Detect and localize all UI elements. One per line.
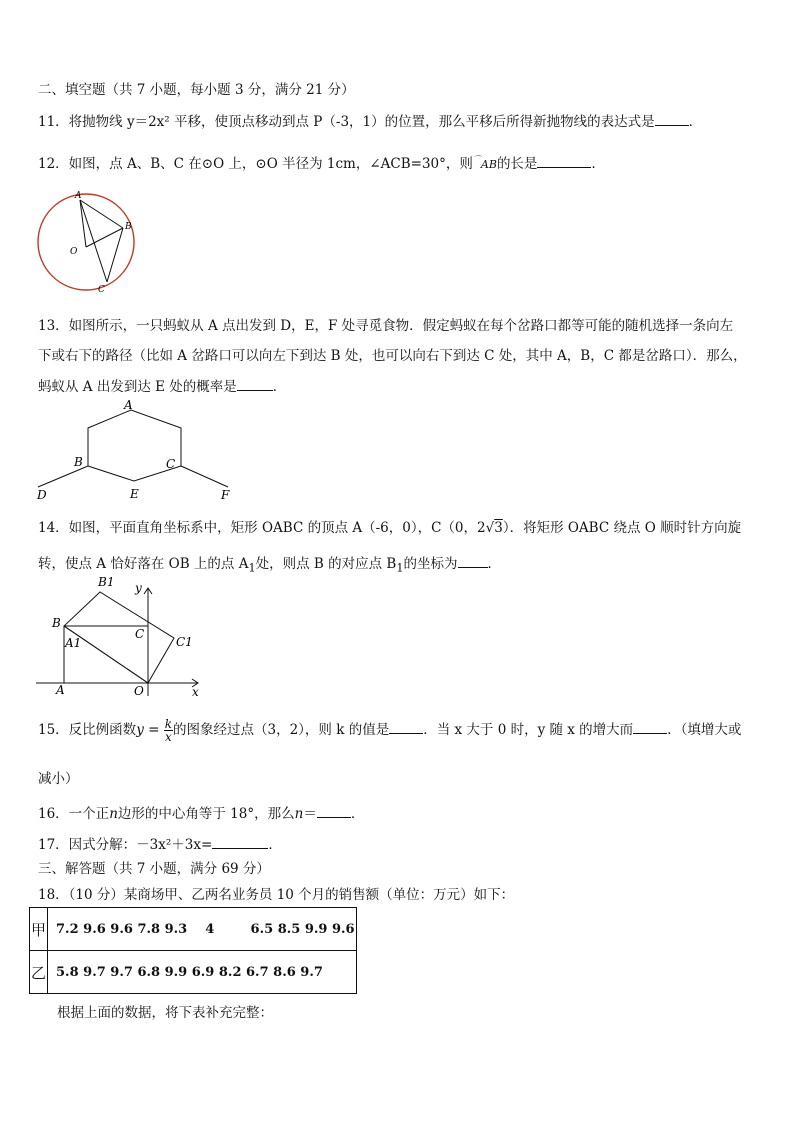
row-values-yi: 5.8 9.7 9.7 6.8 9.9 6.9 8.2 6.7 8.6 9.7 bbox=[48, 951, 357, 994]
label-a: A bbox=[56, 683, 65, 697]
sales-data-table bbox=[29, 907, 357, 994]
answer-blank-12[interactable] bbox=[537, 155, 591, 168]
question-15-line-2: 减小） bbox=[38, 771, 79, 787]
answer-blank-16[interactable] bbox=[317, 805, 351, 818]
label-d: D bbox=[37, 488, 47, 502]
circle-o bbox=[38, 194, 134, 290]
label-b: B bbox=[125, 222, 132, 232]
equation-y: y = bbox=[136, 722, 160, 738]
question-11 bbox=[38, 110, 702, 130]
sqrt-3: √3 bbox=[485, 520, 503, 536]
question-11-text: 11．将抛物线 y＝2x² 平移，使顶点移动到点 P（-3，1）的位置，那么平移后所得新抛物线的表达式是 bbox=[38, 114, 655, 130]
label-a: A bbox=[124, 398, 133, 412]
segment-ac bbox=[80, 200, 107, 282]
path-b-d bbox=[38, 466, 88, 487]
segment-oa bbox=[80, 200, 86, 247]
label-b1: B1 bbox=[98, 575, 115, 589]
segment-ob bbox=[86, 228, 123, 247]
label-f: F bbox=[221, 488, 230, 502]
answer-blank-11[interactable] bbox=[655, 113, 689, 126]
fraction-k-over-x: $\frac{k}{x}$ bbox=[164, 717, 172, 744]
row-values-jia: 7.2 9.6 9.6 7.8 9.3 4 6.5 8.5 9.9 9.6 bbox=[48, 908, 357, 951]
label-b: B bbox=[52, 616, 61, 630]
table-row bbox=[30, 908, 357, 951]
answer-blank-17[interactable] bbox=[212, 836, 268, 849]
answer-blank-14[interactable] bbox=[458, 555, 488, 568]
label-c: C bbox=[166, 457, 176, 471]
question-15: 15．反比例函数y = $\frac{k}{x}$ 的图象经过点（3，2），则 k 的值是 ．当 x 大于 0 时，y 随 x 的增大而 ．（填增大或 bbox=[38, 717, 742, 744]
path-c-f bbox=[181, 466, 228, 487]
question-14-line-1: 14．如图，平面直角坐标系中，矩形 OABC 的顶点 A（-6，0），C（0，2√3）．将矩形 OABC 绕点 O 顺时针方向旋 bbox=[38, 520, 742, 536]
table-row bbox=[30, 951, 357, 994]
question-12-text-b: 的长是 bbox=[496, 156, 538, 172]
question-18-instruction: 根据上面的数据，将下表补充完整： bbox=[57, 1005, 273, 1021]
circle-figure bbox=[34, 190, 140, 296]
question-12-end: ． bbox=[591, 156, 605, 172]
label-y: y bbox=[135, 581, 142, 595]
question-13-line-3: 蚂蚁从 A 出发到达 E 处的概率是 ． bbox=[38, 379, 287, 395]
answer-blank-15b[interactable] bbox=[633, 721, 667, 734]
question-12-text-a: 12．如图，点 A、B、C 在⊙O 上，⊙O 半径为 1cm，∠ACB=30°，则 bbox=[38, 156, 473, 172]
question-12 bbox=[38, 152, 605, 172]
question-13-line-1: 13．如图所示，一只蚂蚁从 A 点出发到 D，E，F 处寻觅食物．假定蚂蚁在每个岔路口都等可能的随机选择一条向左 bbox=[38, 318, 734, 334]
label-o: O bbox=[134, 684, 144, 698]
label-a1: A1 bbox=[65, 636, 82, 650]
segment-bc bbox=[107, 228, 123, 282]
answer-blank-15a[interactable] bbox=[389, 721, 423, 734]
label-e: E bbox=[130, 487, 139, 501]
row-label-yi: 乙 bbox=[30, 951, 48, 994]
question-18: 18．（10 分）某商场甲、乙两名业务员 10 个月的销售额（单位：万元）如下： bbox=[38, 887, 515, 903]
label-o: O bbox=[70, 247, 78, 257]
label-c: C bbox=[98, 285, 105, 295]
question-11-end: ． bbox=[688, 114, 703, 130]
label-x: x bbox=[192, 685, 199, 698]
section-2-heading: 二、填空题（共 7 小题，每小题 3 分，满分 21 分） bbox=[38, 82, 355, 98]
rectangle-rotation-figure bbox=[34, 572, 206, 698]
question-14-line-2: 转，使点 A 恰好落在 OB 上的点 $A_1$处，则点 B 的对应点 $B_1$的坐标为 ． bbox=[38, 556, 502, 575]
label-c: C bbox=[135, 627, 145, 641]
answer-blank-13[interactable] bbox=[237, 378, 273, 391]
ant-path-figure bbox=[34, 398, 234, 502]
question-13-line-2: 下或右下的路径（比如 A 岔路口可以向左下到达 B 处，也可以向右下到达 C 处，其中 A，B，C 都是岔路口）．那么， bbox=[38, 348, 747, 364]
section-3-heading: 三、解答题（共 7 小题，满分 69 分） bbox=[38, 861, 270, 877]
arc-ab-label: ⌒AB bbox=[472, 155, 497, 171]
question-17: 17．因式分解：－3x²＋3x= ． bbox=[38, 837, 282, 853]
question-16: 16．一个正n边形的中心角等于 18°，那么n＝ ． bbox=[38, 806, 365, 822]
label-b: B bbox=[74, 455, 83, 469]
row-label-jia: 甲 bbox=[30, 908, 48, 951]
label-c1: C1 bbox=[176, 635, 193, 649]
label-a: A bbox=[75, 191, 82, 201]
